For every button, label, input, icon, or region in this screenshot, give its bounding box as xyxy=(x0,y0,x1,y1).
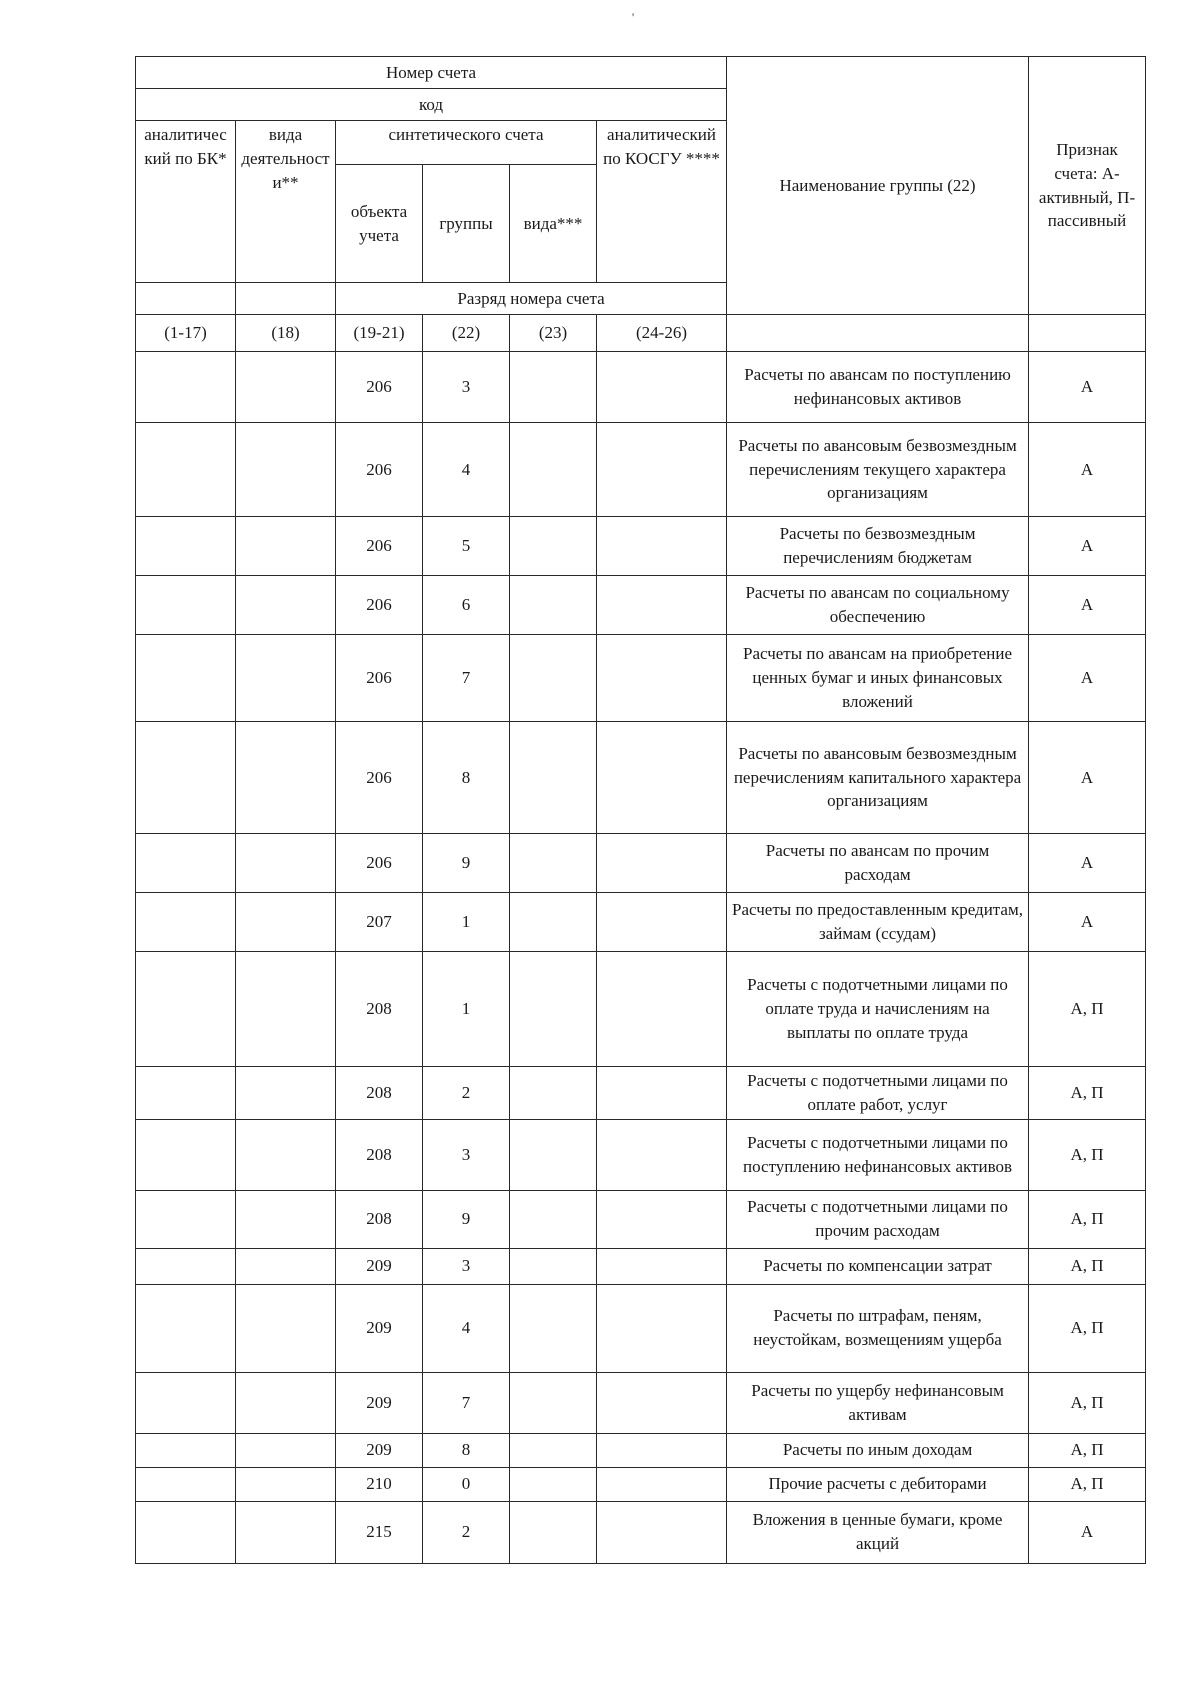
header-synthetic-account: синтетического счета xyxy=(336,121,597,165)
cell-kind xyxy=(510,1284,597,1372)
col-range-1: (1-17) xyxy=(136,315,236,352)
cell-sign: А, П xyxy=(1029,952,1146,1067)
cell-kind xyxy=(510,1067,597,1120)
cell-sign: А, П xyxy=(1029,1372,1146,1433)
cell-object: 215 xyxy=(336,1501,423,1563)
header-activity-type: вида деятельности** xyxy=(236,121,336,283)
cell-group: 1 xyxy=(423,952,510,1067)
page-mark: ' xyxy=(632,10,635,24)
cell-group: 7 xyxy=(423,635,510,722)
header-object: объекта учета xyxy=(336,165,423,283)
cell-group-name: Расчеты по предоставленным кредитам, займам (ссудам) xyxy=(727,893,1029,952)
cell-group: 4 xyxy=(423,423,510,517)
cell-activity-type xyxy=(236,1284,336,1372)
cell-sign: А xyxy=(1029,635,1146,722)
cell-object: 210 xyxy=(336,1467,423,1501)
cell-sign: А, П xyxy=(1029,1248,1146,1284)
cell-group: 5 xyxy=(423,517,510,576)
cell-group-name: Расчеты по авансовым безвозмездным перечислениям капитального характера организациям xyxy=(727,722,1029,834)
table-header xyxy=(136,57,1146,352)
cell-group-name: Расчеты по авансам по поступлению нефинансовых активов xyxy=(727,352,1029,423)
cell-group-name: Расчеты по авансовым безвозмездным перечислениям текущего характера организациям xyxy=(727,423,1029,517)
cell-kosgu xyxy=(597,893,727,952)
header-account-number: Номер счета xyxy=(136,57,727,89)
table-row xyxy=(136,576,1146,635)
cell-sign: А, П xyxy=(1029,1119,1146,1190)
table-row xyxy=(136,635,1146,722)
cell-analytic-bk xyxy=(136,576,236,635)
header-analytic-kosgu: аналитический по КОСГУ **** xyxy=(597,121,727,283)
header-account-sign: Признак счета: А- активный, П- пассивный xyxy=(1029,57,1146,315)
cell-group-name: Расчеты с подотчетными лицами по оплате работ, услуг xyxy=(727,1067,1029,1120)
cell-group-name: Расчеты по иным доходам xyxy=(727,1433,1029,1467)
cell-analytic-bk xyxy=(136,1190,236,1248)
table-row xyxy=(136,1248,1146,1284)
cell-object: 208 xyxy=(336,1067,423,1120)
cell-activity-type xyxy=(236,834,336,893)
cell-kind xyxy=(510,1372,597,1433)
cell-analytic-bk xyxy=(136,1284,236,1372)
table-row xyxy=(136,1467,1146,1501)
cell-kosgu xyxy=(597,1467,727,1501)
cell-object: 207 xyxy=(336,893,423,952)
cell-kosgu xyxy=(597,423,727,517)
cell-kind xyxy=(510,635,597,722)
table-row xyxy=(136,952,1146,1067)
table-row xyxy=(136,893,1146,952)
cell-activity-type xyxy=(236,1372,336,1433)
header-digit-empty-1 xyxy=(136,283,236,315)
cell-kind xyxy=(510,1501,597,1563)
cell-activity-type xyxy=(236,1467,336,1501)
cell-kosgu xyxy=(597,1248,727,1284)
cell-analytic-bk xyxy=(136,1433,236,1467)
cell-activity-type xyxy=(236,1067,336,1120)
header-analytic-bk: аналитический по БК* xyxy=(136,121,236,283)
cell-kosgu xyxy=(597,722,727,834)
cell-group: 3 xyxy=(423,1248,510,1284)
table-row xyxy=(136,1190,1146,1248)
cell-kind xyxy=(510,722,597,834)
cell-activity-type xyxy=(236,1119,336,1190)
cell-sign: А xyxy=(1029,722,1146,834)
cell-sign: А xyxy=(1029,576,1146,635)
cell-analytic-bk xyxy=(136,352,236,423)
cell-analytic-bk xyxy=(136,1067,236,1120)
cell-group-name: Расчеты по авансам по социальному обеспечению xyxy=(727,576,1029,635)
cell-kind xyxy=(510,517,597,576)
cell-analytic-bk xyxy=(136,1372,236,1433)
table-row xyxy=(136,1119,1146,1190)
cell-activity-type xyxy=(236,1501,336,1563)
table-row xyxy=(136,1501,1146,1563)
col-range-6: (24-26) xyxy=(597,315,727,352)
cell-analytic-bk xyxy=(136,1248,236,1284)
cell-kosgu xyxy=(597,1372,727,1433)
cell-kind xyxy=(510,893,597,952)
cell-sign: А, П xyxy=(1029,1190,1146,1248)
cell-kosgu xyxy=(597,1284,727,1372)
cell-group-name: Расчеты по компенсации затрат xyxy=(727,1248,1029,1284)
cell-analytic-bk xyxy=(136,1467,236,1501)
cell-group: 2 xyxy=(423,1067,510,1120)
cell-object: 206 xyxy=(336,423,423,517)
cell-kosgu xyxy=(597,576,727,635)
cell-group-name: Вложения в ценные бумаги, кроме акций xyxy=(727,1501,1029,1563)
table-row xyxy=(136,1067,1146,1120)
cell-object: 209 xyxy=(336,1372,423,1433)
cell-kind xyxy=(510,352,597,423)
cell-sign: А, П xyxy=(1029,1284,1146,1372)
cell-analytic-bk xyxy=(136,1119,236,1190)
cell-kind xyxy=(510,1248,597,1284)
cell-activity-type xyxy=(236,952,336,1067)
cell-kind xyxy=(510,576,597,635)
cell-activity-type xyxy=(236,893,336,952)
cell-object: 208 xyxy=(336,1119,423,1190)
cell-analytic-bk xyxy=(136,517,236,576)
cell-analytic-bk xyxy=(136,722,236,834)
table-row xyxy=(136,1284,1146,1372)
cell-activity-type xyxy=(236,1190,336,1248)
table-row xyxy=(136,517,1146,576)
cell-group-name: Прочие расчеты с дебиторами xyxy=(727,1467,1029,1501)
header-group: группы xyxy=(423,165,510,283)
cell-kind xyxy=(510,1119,597,1190)
cell-kosgu xyxy=(597,1067,727,1120)
col-range-5: (23) xyxy=(510,315,597,352)
header-group-name: Наименование группы (22) xyxy=(727,57,1029,315)
chart-of-accounts-table xyxy=(135,56,1146,1564)
cell-group: 3 xyxy=(423,1119,510,1190)
cell-group-name: Расчеты с подотчетными лицами по прочим расходам xyxy=(727,1190,1029,1248)
cell-sign: А xyxy=(1029,352,1146,423)
cell-sign: А, П xyxy=(1029,1467,1146,1501)
header-code: код xyxy=(136,89,727,121)
cell-group: 8 xyxy=(423,722,510,834)
cell-object: 206 xyxy=(336,352,423,423)
cell-activity-type xyxy=(236,722,336,834)
cell-object: 206 xyxy=(336,722,423,834)
cell-activity-type xyxy=(236,423,336,517)
table-body xyxy=(136,352,1146,1564)
cell-kosgu xyxy=(597,352,727,423)
cell-analytic-bk xyxy=(136,423,236,517)
cell-kosgu xyxy=(597,517,727,576)
col-range-4: (22) xyxy=(423,315,510,352)
cell-analytic-bk xyxy=(136,834,236,893)
cell-kosgu xyxy=(597,834,727,893)
col-range-8 xyxy=(1029,315,1146,352)
table-row xyxy=(136,1433,1146,1467)
table-row xyxy=(136,423,1146,517)
cell-group-name: Расчеты с подотчетными лицами по оплате труда и начислениям на выплаты по оплате труда xyxy=(727,952,1029,1067)
cell-group-name: Расчеты по авансам по прочим расходам xyxy=(727,834,1029,893)
cell-kosgu xyxy=(597,635,727,722)
cell-activity-type xyxy=(236,1433,336,1467)
cell-activity-type xyxy=(236,576,336,635)
cell-group: 9 xyxy=(423,1190,510,1248)
cell-group: 8 xyxy=(423,1433,510,1467)
cell-sign: А, П xyxy=(1029,1067,1146,1120)
cell-activity-type xyxy=(236,352,336,423)
cell-object: 209 xyxy=(336,1248,423,1284)
table-row xyxy=(136,834,1146,893)
cell-sign: А xyxy=(1029,1501,1146,1563)
cell-group: 6 xyxy=(423,576,510,635)
cell-activity-type xyxy=(236,635,336,722)
cell-kind xyxy=(510,1190,597,1248)
cell-object: 208 xyxy=(336,1190,423,1248)
cell-sign: А xyxy=(1029,834,1146,893)
cell-group-name: Расчеты с подотчетными лицами по поступлению нефинансовых активов xyxy=(727,1119,1029,1190)
header-kind: вида*** xyxy=(510,165,597,283)
col-range-3: (19-21) xyxy=(336,315,423,352)
cell-group: 4 xyxy=(423,1284,510,1372)
cell-kind xyxy=(510,952,597,1067)
cell-sign: А xyxy=(1029,517,1146,576)
cell-object: 206 xyxy=(336,635,423,722)
cell-activity-type xyxy=(236,1248,336,1284)
cell-kind xyxy=(510,1433,597,1467)
cell-object: 209 xyxy=(336,1284,423,1372)
header-digit-empty-2 xyxy=(236,283,336,315)
cell-object: 206 xyxy=(336,834,423,893)
cell-analytic-bk xyxy=(136,952,236,1067)
cell-group: 1 xyxy=(423,893,510,952)
cell-analytic-bk xyxy=(136,635,236,722)
table-row xyxy=(136,1372,1146,1433)
cell-group: 7 xyxy=(423,1372,510,1433)
cell-analytic-bk xyxy=(136,893,236,952)
cell-group-name: Расчеты по безвозмездным перечислениям бюджетам xyxy=(727,517,1029,576)
cell-analytic-bk xyxy=(136,1501,236,1563)
cell-kosgu xyxy=(597,1190,727,1248)
cell-kind xyxy=(510,834,597,893)
cell-object: 206 xyxy=(336,517,423,576)
table-row xyxy=(136,722,1146,834)
cell-kosgu xyxy=(597,952,727,1067)
table-row xyxy=(136,352,1146,423)
cell-group-name: Расчеты по ущербу нефинансовым активам xyxy=(727,1372,1029,1433)
cell-object: 208 xyxy=(336,952,423,1067)
cell-kind xyxy=(510,423,597,517)
col-range-7 xyxy=(727,315,1029,352)
cell-sign: А xyxy=(1029,893,1146,952)
cell-group: 2 xyxy=(423,1501,510,1563)
cell-activity-type xyxy=(236,517,336,576)
cell-sign: А, П xyxy=(1029,1433,1146,1467)
cell-kosgu xyxy=(597,1501,727,1563)
cell-object: 206 xyxy=(336,576,423,635)
cell-group: 3 xyxy=(423,352,510,423)
cell-sign: А xyxy=(1029,423,1146,517)
cell-group: 0 xyxy=(423,1467,510,1501)
cell-kosgu xyxy=(597,1119,727,1190)
cell-kind xyxy=(510,1467,597,1501)
cell-group-name: Расчеты по авансам на приобретение ценных бумаг и иных финансовых вложений xyxy=(727,635,1029,722)
cell-group-name: Расчеты по штрафам, пеням, неустойкам, возмещениям ущерба xyxy=(727,1284,1029,1372)
col-range-2: (18) xyxy=(236,315,336,352)
header-digit-row: Разряд номера счета xyxy=(336,283,727,315)
cell-kosgu xyxy=(597,1433,727,1467)
cell-object: 209 xyxy=(336,1433,423,1467)
cell-group: 9 xyxy=(423,834,510,893)
